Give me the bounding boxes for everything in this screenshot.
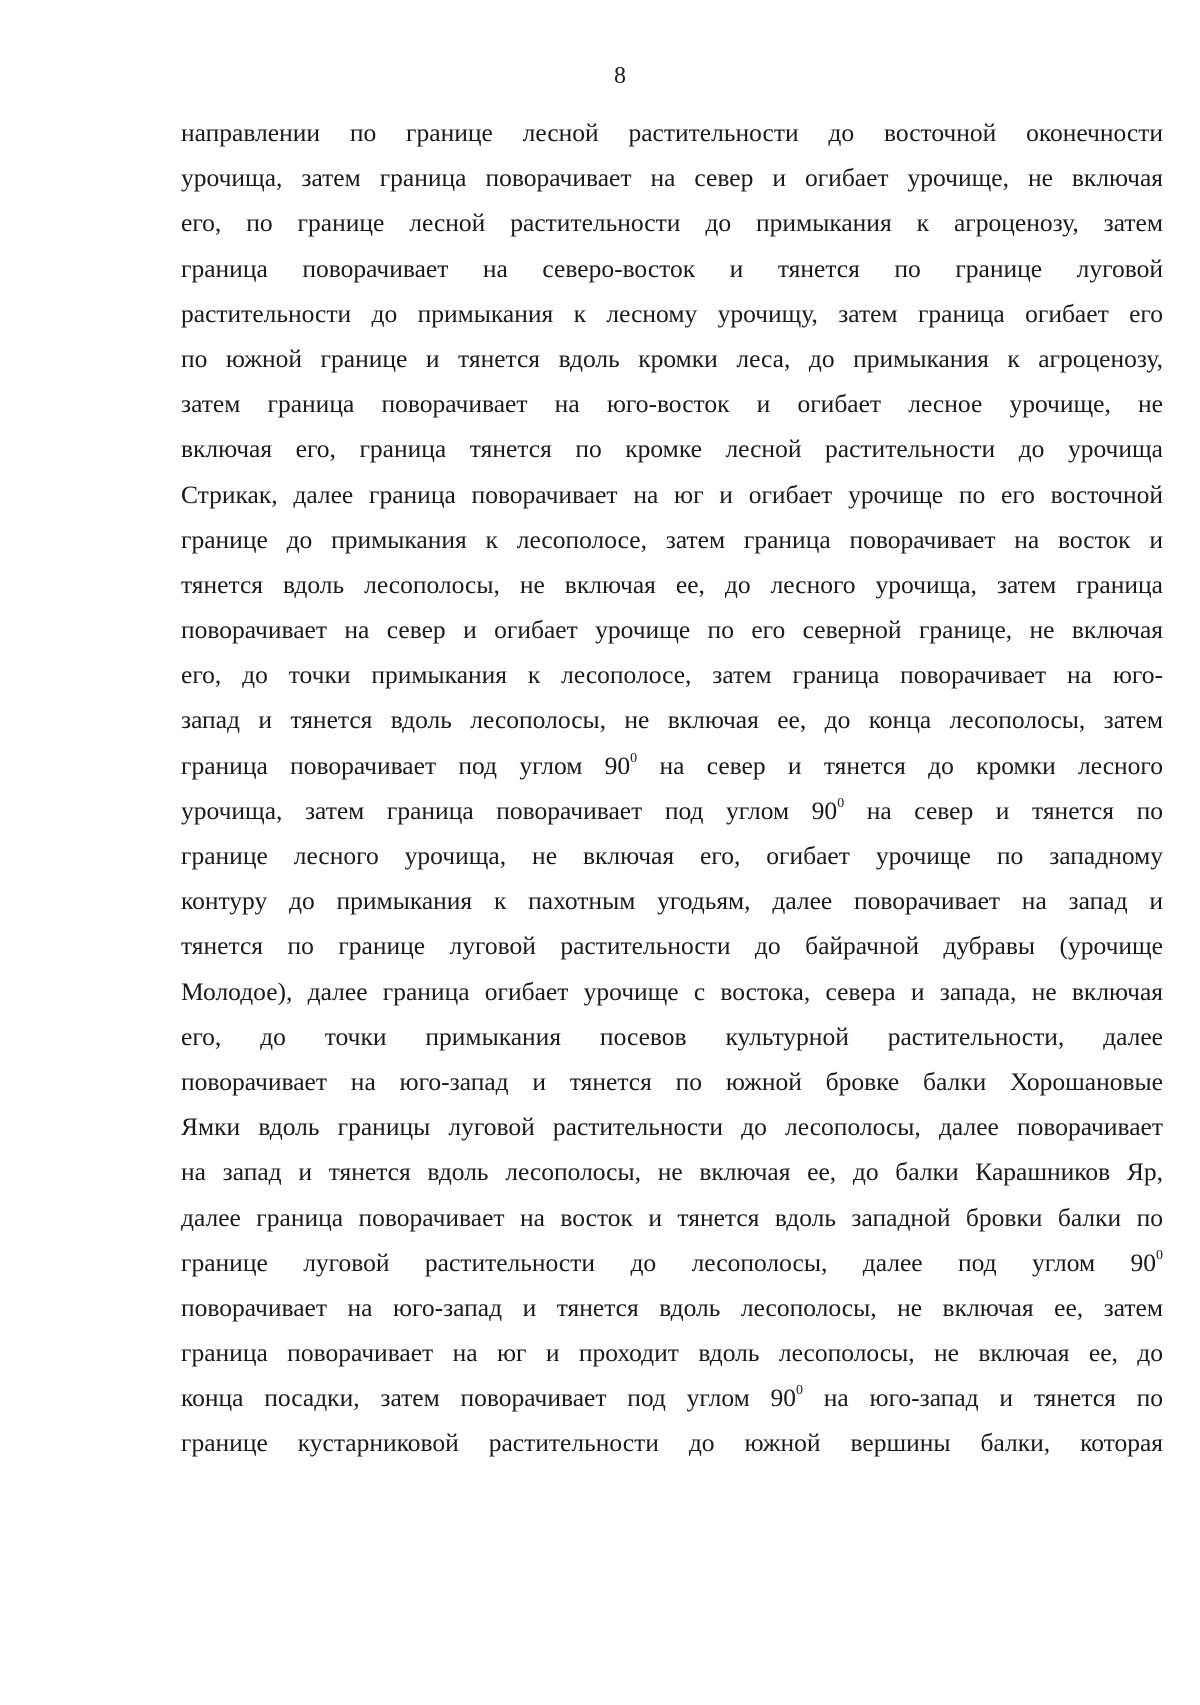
text-line: граница поворачивает на северо-восток и тянется по границе луговой [181,253,1163,283]
degree-sign: 0 [630,750,638,766]
text-line: его, по границе лесной растительности до примыкания к агроценозу, затем [181,208,1163,238]
text-line: границе лесного урочища, не включая его, огибает урочище по западному [181,841,1163,870]
text-line: его, до точки примыкания к лесополосе, затем граница поворачивает на юго- [181,660,1163,690]
text-line: конца посадки, затем поворачивает под углом $90^0$ на юго-запад и тянется по [181,1383,1163,1413]
text-line: границе луговой растительности до лесополосы, далее под углом $90^0$ [181,1247,1163,1277]
text-line: на запад и тянется вдоль лесополосы, не включая ее, до балки Карашников Яр, [181,1157,1163,1187]
text-line: направлении по границе лесной растительности до восточной оконечности [181,118,1163,147]
text-line: поворачивает на юго-запад и тянется по южной бровке балки Хорошановые [181,1066,1163,1096]
degree-sign: 0 [837,795,845,811]
text-line: граница поворачивает на юг и проходит вдоль лесополосы, не включая ее, до [181,1338,1163,1368]
degree-sign: 0 [1156,1247,1163,1263]
text-line: контуру до примыкания к пахотным угодьям, далее поворачивает на запад и [181,886,1163,916]
text-line: его, до точки примыкания посевов культурной растительности, далее [181,1021,1163,1051]
degree-sign: 0 [796,1383,803,1399]
text-line: растительности до примыкания к лесному урочищу, затем граница огибает его [181,298,1163,328]
text-line: поворачивает на юго-запад и тянется вдоль лесополосы, не включая ее, затем [181,1292,1163,1322]
text-line: границе кустарниковой растительности до южной вершины балки, которая [181,1428,1163,1458]
text-line: запад и тянется вдоль лесополосы, не включая ее, до конца лесополосы, затем [181,705,1163,735]
body-text [181,113,1163,1469]
text-line: тянется по границе луговой растительности до байрачной дубравы (урочище [181,931,1163,961]
text-line: Молодое), далее граница огибает урочище с востока, севера и запада, не включая [181,976,1163,1006]
text-line: урочища, затем граница поворачивает под углом $90^0$ на север и тянется по [181,795,1164,825]
text-line: границе до примыкания к лесополосе, затем граница поворачивает на восток и [181,524,1163,554]
text-line: по южной границе и тянется вдоль кромки леса, до примыкания к агроценозу, [181,343,1163,373]
text-line: Ямки вдоль границы луговой растительности до лесополосы, далее поворачивает [181,1112,1163,1142]
text-line: тянется вдоль лесополосы, не включая ее, до лесного урочища, затем граница [181,569,1163,599]
text-line: поворачивает на север и огибает урочище по его северной границе, не включая [181,615,1163,645]
text-line: затем граница поворачивает на юго-восток и огибает лесное урочище, не [181,389,1163,419]
text-line: включая его, граница тянется по кромке лесной растительности до урочища [181,434,1163,464]
text-line: далее граница поворачивает на восток и тянется вдоль западной бровки балки по [181,1202,1163,1232]
text-line: урочища, затем граница поворачивает на север и огибает урочище, не включая [181,163,1163,193]
page-number: 8 [614,63,626,89]
text-line: граница поворачивает под углом $90^0$ на север и тянется до кромки лесного [181,750,1163,780]
text-line: Стрикак, далее граница поворачивает на юг и огибает урочище по его восточной [181,479,1163,509]
